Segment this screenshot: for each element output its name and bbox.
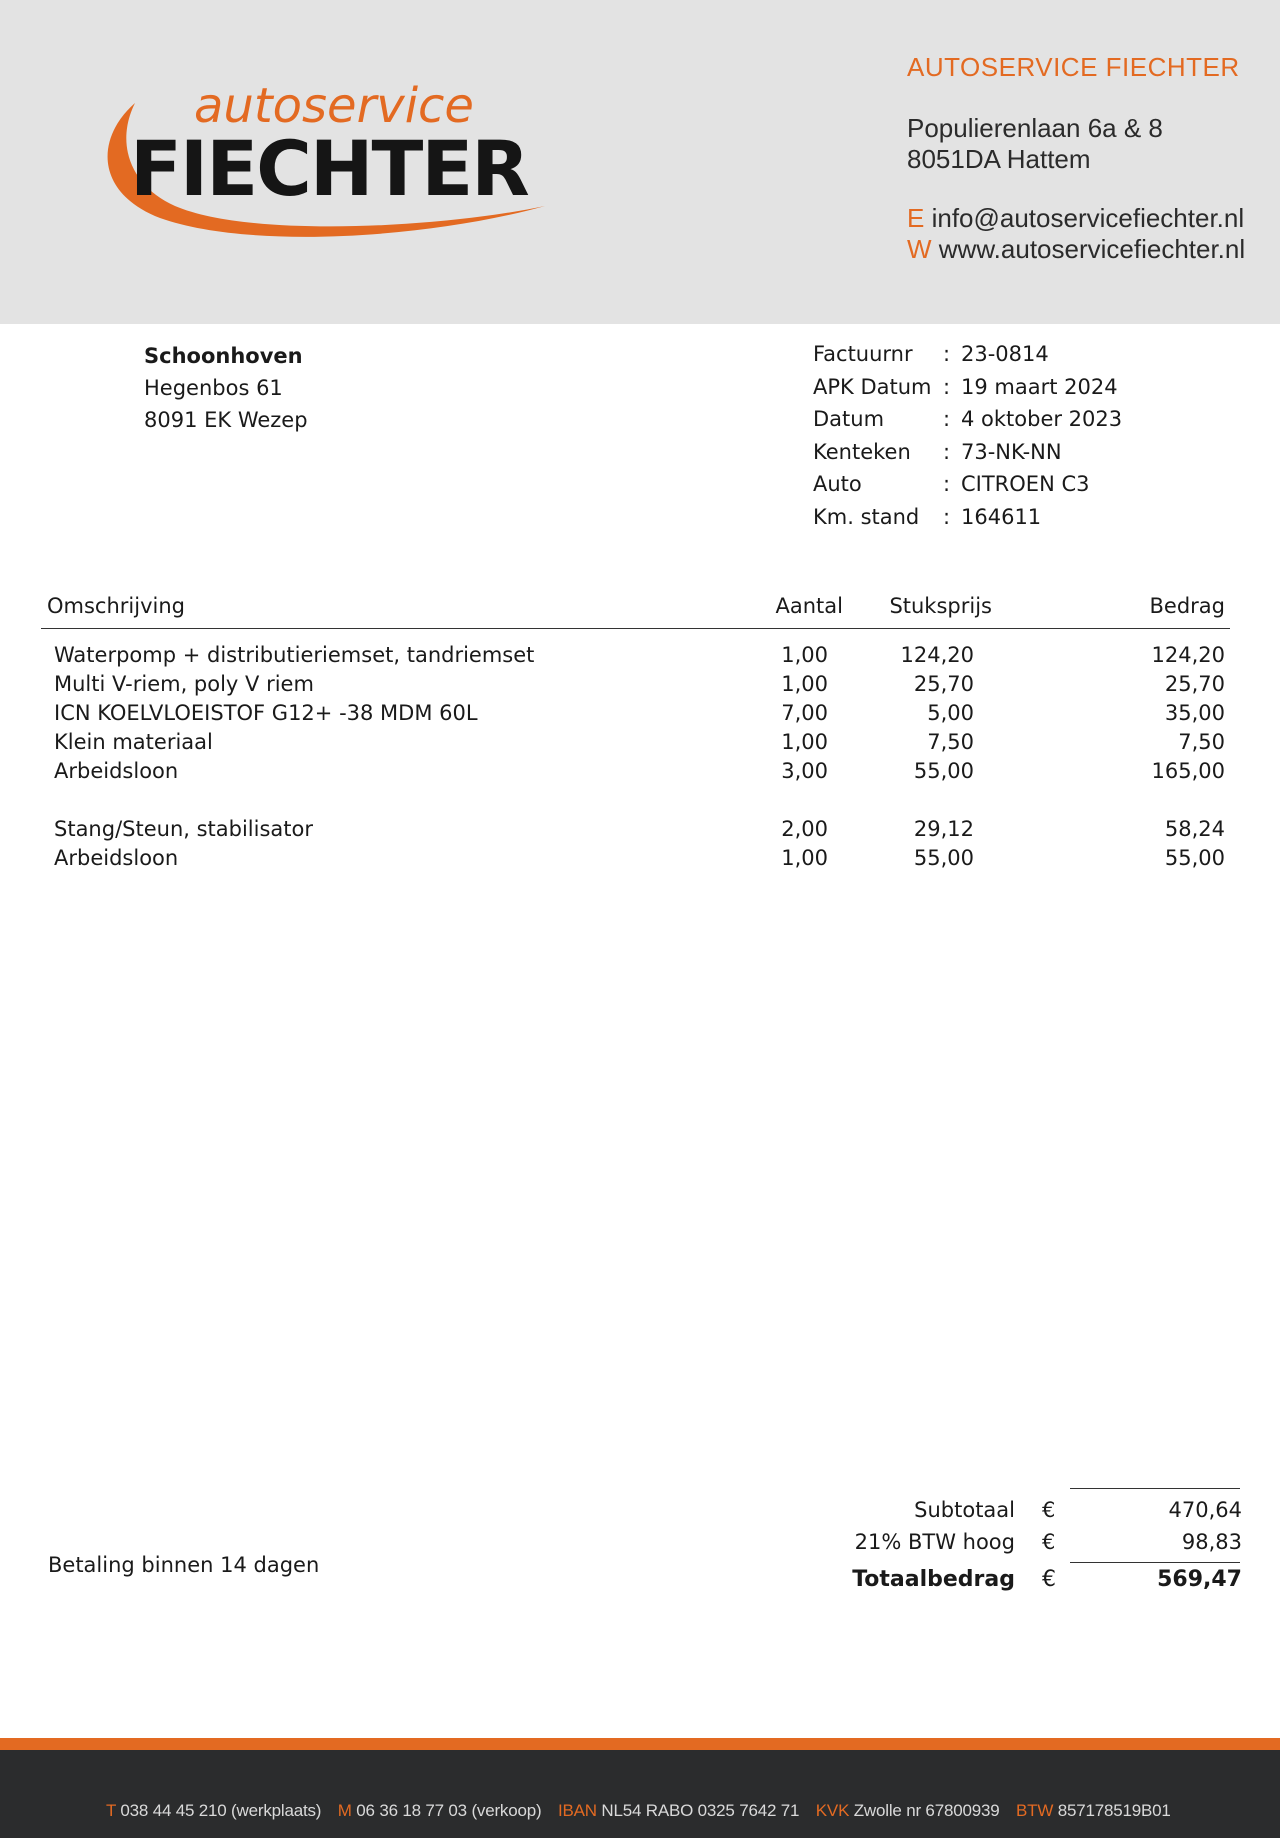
meta-label: Km. stand [813, 504, 920, 529]
meta-row [813, 371, 1122, 404]
line-items-table [41, 592, 1230, 875]
company-info [907, 52, 1267, 265]
invoice-meta [813, 338, 1122, 533]
row-amount: 35,00 [1164, 701, 1225, 725]
meta-value: 4 oktober 2023 [961, 407, 1123, 431]
subtotal-row [700, 1498, 1245, 1528]
invoice-footer [0, 1750, 1280, 1838]
row-amount: 25,70 [1164, 672, 1225, 696]
subtotal-value: 470,64 [1168, 1498, 1242, 1522]
row-quantity: 1,00 [781, 846, 828, 870]
meta-colon: : [943, 407, 951, 431]
customer-address [144, 340, 308, 436]
meta-colon: : [943, 472, 951, 496]
meta-label: Datum [813, 407, 885, 431]
row-unit-price: 5,00 [927, 701, 974, 725]
company-email-row [907, 203, 1267, 234]
row-description: Waterpomp + distributieriemset, tandriemset [54, 643, 535, 667]
btw-value: 857178519B01 [1057, 1801, 1171, 1820]
row-unit-price: 29,12 [913, 817, 974, 841]
company-contact [907, 203, 1267, 265]
meta-label: Factuurnr [813, 342, 913, 366]
meta-colon: : [943, 504, 951, 529]
currency-symbol: € [1042, 1498, 1056, 1522]
row-unit-price: 7,50 [927, 730, 974, 754]
logo-text-big: FIECHTER [130, 124, 528, 213]
total-label: Totaalbedrag [852, 1567, 1015, 1592]
table-row [41, 817, 1230, 846]
row-amount: 165,00 [1151, 759, 1225, 783]
table-row [41, 846, 1230, 875]
table-body [41, 643, 1230, 875]
company-name: AUTOSERVICE FIECHTER [907, 52, 1240, 82]
customer-street: Hegenbos 61 [144, 376, 283, 400]
meta-row [813, 436, 1122, 469]
meta-value: 19 maart 2024 [961, 374, 1118, 399]
footer-accent-bar [0, 1738, 1280, 1750]
meta-row [813, 338, 1122, 371]
row-quantity: 2,00 [781, 817, 828, 841]
total-value: 569,47 [1157, 1567, 1242, 1592]
meta-value: 164611 [961, 504, 1042, 529]
row-description: Stang/Steun, stabilisator [54, 817, 314, 841]
table-row [41, 672, 1230, 701]
row-quantity: 1,00 [781, 730, 828, 754]
payment-terms: Betaling binnen 14 dagen [48, 1553, 320, 1577]
customer-city: 8091 EK Wezep [144, 408, 308, 432]
row-description: Arbeidsloon [54, 846, 179, 870]
btw-label: BTW [1016, 1801, 1054, 1820]
meta-label: Auto [813, 472, 862, 496]
iban-value: NL54 RABO 0325 7642 71 [601, 1801, 800, 1820]
subtotal-label: Subtotaal [914, 1498, 1015, 1522]
row-amount: 124,20 [1151, 643, 1225, 667]
header-description: Omschrijving [47, 594, 185, 618]
table-row [41, 730, 1230, 759]
meta-value: 23-0814 [961, 342, 1049, 366]
meta-colon: : [943, 439, 951, 464]
header-amount: Bedrag [1149, 594, 1225, 618]
meta-colon: : [943, 374, 951, 399]
header-quantity: Aantal [775, 594, 843, 618]
email-label: E [907, 203, 925, 233]
totals-divider-mid [1070, 1562, 1240, 1563]
customer-name: Schoonhoven [144, 344, 303, 368]
totals-divider-top [1070, 1488, 1240, 1489]
row-spacer [41, 788, 1230, 817]
company-web: www.autoservicefiechter.nl [938, 234, 1246, 264]
header-unit-price: Stuksprijs [889, 594, 992, 618]
mobile-value: 06 36 18 77 03 (verkoop) [356, 1801, 542, 1820]
vat-label: 21% BTW hoog [854, 1530, 1015, 1554]
row-quantity: 1,00 [781, 643, 828, 667]
table-header [41, 592, 1230, 629]
meta-row [813, 403, 1122, 436]
meta-row [813, 501, 1122, 534]
row-description: Arbeidsloon [54, 759, 179, 783]
row-unit-price: 124,20 [900, 643, 974, 667]
invoice-header [0, 0, 1280, 324]
row-description: ICN KOELVLOEISTOF G12+ -38 MDM 60L [54, 701, 478, 725]
meta-row [813, 468, 1122, 501]
meta-label: Kenteken [813, 439, 911, 464]
company-web-row [907, 234, 1267, 265]
meta-colon: : [943, 342, 951, 366]
row-amount: 58,24 [1164, 817, 1225, 841]
web-label: W [907, 234, 932, 264]
row-unit-price: 25,70 [913, 672, 974, 696]
row-quantity: 7,00 [781, 701, 828, 725]
company-address-line2: 8051DA Hattem [907, 144, 1091, 174]
table-row [41, 643, 1230, 672]
currency-symbol: € [1042, 1530, 1056, 1554]
table-row [41, 759, 1230, 788]
meta-label: APK Datum [813, 374, 932, 399]
company-logo [100, 78, 560, 253]
row-amount: 7,50 [1178, 730, 1225, 754]
kvk-label: KVK [815, 1801, 850, 1820]
company-email: info@autoservicefiechter.nl [931, 203, 1245, 233]
row-description: Multi V-riem, poly V riem [54, 672, 314, 696]
row-quantity: 1,00 [781, 672, 828, 696]
company-address-line1: Populierenlaan 6a & 8 [907, 113, 1163, 143]
company-address [907, 113, 1267, 175]
table-row [41, 701, 1230, 730]
footer-contact-line [106, 1801, 1171, 1821]
row-description: Klein materiaal [54, 730, 213, 754]
row-unit-price: 55,00 [913, 759, 974, 783]
meta-value: CITROEN C3 [961, 472, 1090, 496]
logo-text-small: autoservice [194, 78, 474, 134]
meta-value: 73-NK-NN [961, 439, 1062, 464]
phone-label: T [106, 1801, 116, 1820]
vat-value: 98,83 [1181, 1530, 1242, 1554]
iban-label: IBAN [557, 1801, 597, 1820]
kvk-value: Zwolle nr 67800939 [853, 1801, 1000, 1820]
phone-value: 038 44 45 210 (werkplaats) [120, 1801, 322, 1820]
row-amount: 55,00 [1164, 846, 1225, 870]
row-quantity: 3,00 [781, 759, 828, 783]
total-row [700, 1567, 1245, 1597]
vat-row [700, 1530, 1245, 1560]
mobile-label: M [337, 1801, 352, 1820]
currency-symbol: € [1042, 1567, 1056, 1592]
row-unit-price: 55,00 [913, 846, 974, 870]
